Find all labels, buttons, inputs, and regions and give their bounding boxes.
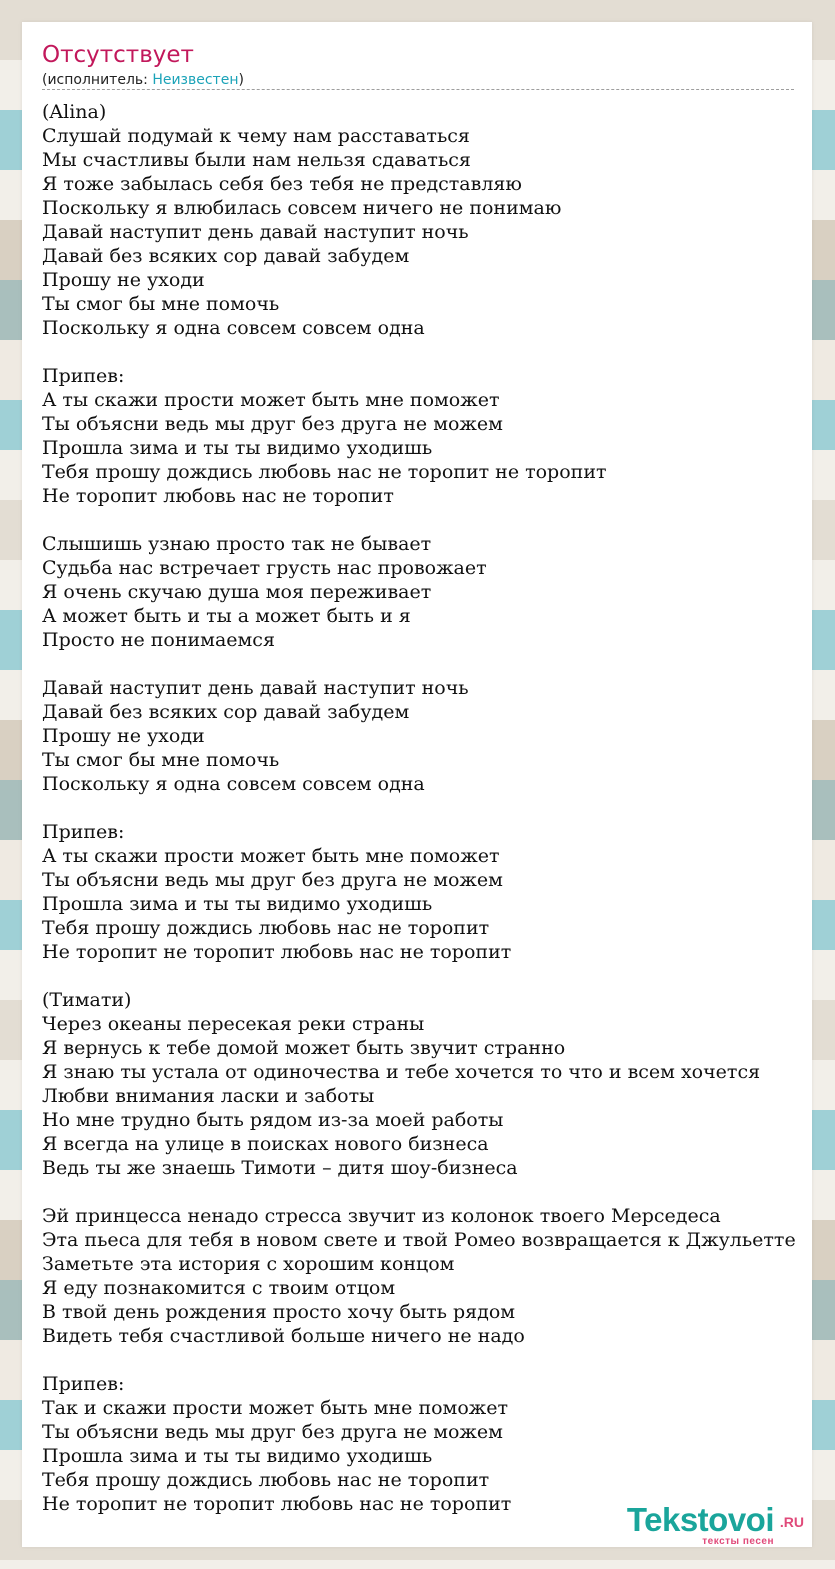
artist-line [42,71,244,89]
title-divider [42,89,794,90]
lyrics-text: (Alina) Слушай подумай к чему нам расставаться Мы счастливы были нам нельзя сдаваться Я тоже забылась себя без тебя не представляю Поскольку я влюбилась совсем ничего не понимаю Давай наступит день давай наступит ночь Давай без всяких сор давай забудем Прошу не уходи Ты смог бы мне помочь Поскольку я одна совсем совсем одна Припев: А ты скажи прости может быть мне поможет Ты объясни ведь мы друг без друга не можем Прошла зима и ты ты видимо уходишь Тебя прошу дождись любовь нас не торопит не торопит Не торопит любовь нас не торопит Слышишь узнаю просто так не бывает Судьба нас встречает грусть нас провожает Я очень скучаю душа моя переживает А может быть и ты а может быть и я Просто не понимаемся Давай наступит день давай наступит ночь Давай без всяких сор давай забудем Прошу не уходи Ты смог бы мне помочь Поскольку я одна совсем совсем одна Припев: А ты скажи прости может быть мне поможет Ты объясни ведь мы друг без друга не можем Прошла зима и ты ты видимо уходишь Тебя прошу дождись любовь нас не торопит Не торопит не торопит любовь нас не торопит (Тимати) Через океаны пересекая реки страны Я вернусь к тебе домой может быть звучит странно Я знаю ты устала от одиночества и тебе хочется то что и всем хочется Любви внимания ласки и заботы Но мне трудно быть рядом из-за моей работы Я всегда на улице в поисках нового бизнеса Ведь ты же знаешь Тимоти – дитя шоу-бизнеса Эй принцесса ненадо стресса звучит из колонок твоего Мерседеса Эта пьеса для тебя в новом свете и твой Ромео возвращается к Джульетте Заметьте эта история с хорошим концом Я еду познакомится с твоим отцом В твой день рождения просто хочу быть рядом Видеть тебя счастливой больше ничего не надо Припев: Так и скажи прости может быть мне поможет Ты объясни ведь мы друг без друга не можем Прошла зима и ты ты видимо уходишь Тебя прошу дождись любовь нас не торопит Не торопит не торопит любовь нас не торопит [42,101,796,1515]
artist-link[interactable]: Неизвестен [152,72,239,88]
logo-wordmark: Tekstovoi [626,1501,774,1538]
lyrics-card [22,22,812,1547]
logo-tagline: тексты песен [702,1536,774,1547]
site-logo[interactable] [572,1500,812,1547]
song-title: Отсутствует [42,42,194,68]
artist-prefix: (исполнитель: [42,72,153,88]
logo-tld: .RU [779,1514,804,1530]
artist-suffix: ) [238,72,244,88]
